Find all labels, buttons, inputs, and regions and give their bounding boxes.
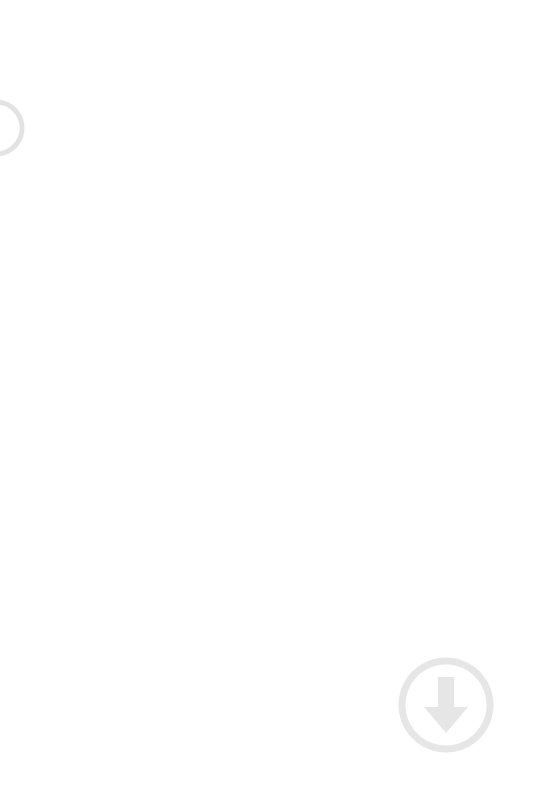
watermark-download-icon-left: [0, 98, 46, 158]
watermark-download-icon: [396, 655, 496, 755]
page-number-badge: [249, 741, 323, 799]
